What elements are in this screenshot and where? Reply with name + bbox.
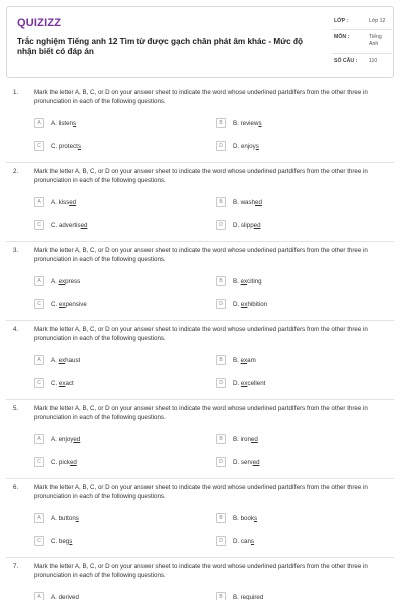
option-word-end: cellent: [247, 380, 266, 387]
option-label: D.: [233, 459, 241, 466]
option-d[interactable]: [233, 380, 265, 387]
option-b[interactable]: [233, 357, 256, 364]
underlined-part: s: [77, 143, 81, 150]
underlined-part: ed: [69, 459, 77, 466]
option-d[interactable]: [233, 301, 267, 308]
option-c-box[interactable]: C: [34, 220, 44, 230]
option-c[interactable]: [51, 143, 81, 150]
option-word-end: haust: [65, 357, 81, 364]
option-label: A.: [51, 278, 59, 285]
question-text: Mark the letter A, B, C, or D on your answer sheet to indicate the word whose underlined partdiffers from the other three in pronunciation in each of the following questions.: [34, 563, 368, 579]
option-label: C.: [51, 538, 59, 545]
option-label: D.: [233, 538, 241, 545]
question-text: Mark the letter A, B, C, or D on your answer sheet to indicate the word whose underlined partdiffers from the other three in pronunciation in each of the following questions.: [34, 326, 368, 342]
option-b[interactable]: [233, 120, 262, 127]
underlined-part: ex: [240, 301, 248, 308]
option-c-box[interactable]: C: [34, 536, 44, 546]
option-d-box[interactable]: D: [216, 536, 226, 546]
option-b-box[interactable]: B: [216, 197, 226, 207]
option-word-start: beg: [58, 538, 70, 545]
option-a[interactable]: [51, 357, 80, 364]
underlined-part: ed: [252, 459, 260, 466]
option-label: A.: [51, 594, 59, 600]
question-text: Mark the letter A, B, C, or D on your answer sheet to indicate the word whose underlined partdiffers from the other three in pronunciation in each of the following questions.: [34, 484, 368, 500]
underlined-part: s: [258, 120, 262, 127]
option-label: D.: [233, 301, 241, 308]
option-word-start: serv: [240, 459, 253, 466]
option-label: C.: [51, 301, 59, 308]
option-label: C.: [51, 222, 59, 229]
option-label: A.: [51, 120, 59, 127]
option-a[interactable]: [51, 199, 76, 206]
option-a[interactable]: [51, 436, 80, 443]
option-c[interactable]: [51, 301, 87, 308]
underlined-part: ed: [255, 199, 262, 206]
question-number: 2.: [13, 168, 19, 175]
option-word-start: review: [240, 120, 259, 127]
option-label: C.: [51, 143, 59, 150]
option-b[interactable]: [233, 199, 262, 206]
question-divider: [6, 320, 394, 321]
option-a-box[interactable]: A: [34, 513, 44, 523]
option-word-start: enjoy: [240, 143, 256, 150]
header-card: [6, 6, 394, 78]
option-word-end: am: [247, 357, 256, 364]
underlined-part: ed: [253, 222, 261, 229]
question-text: Mark the letter A, B, C, or D on your answer sheet to indicate the word whose underlined partdiffers from the other three in pronunciation in each of the following questions.: [34, 247, 368, 263]
option-word-start: requir: [240, 594, 257, 600]
quizizz-logo: QUIZIZZ: [17, 17, 62, 29]
option-b-box[interactable]: B: [216, 276, 226, 286]
underlined-part: ed: [69, 199, 77, 206]
underlined-part: s: [75, 515, 79, 522]
question-number: 3.: [13, 247, 19, 254]
option-word-start: pick: [58, 459, 70, 466]
option-a-box[interactable]: A: [34, 118, 44, 128]
option-label: B.: [233, 436, 241, 443]
option-word-start: deriv: [58, 594, 72, 600]
question-number: 6.: [13, 484, 19, 491]
option-a-box[interactable]: A: [34, 434, 44, 444]
underlined-part: ex: [58, 357, 66, 364]
option-a-box[interactable]: A: [34, 197, 44, 207]
underlined-part: ex: [58, 380, 66, 387]
option-word-start: iron: [240, 436, 251, 443]
underlined-part: s: [250, 538, 254, 545]
option-b[interactable]: [233, 278, 262, 285]
option-label: B.: [233, 594, 241, 600]
option-label: B.: [233, 120, 241, 127]
option-d-box[interactable]: D: [216, 220, 226, 230]
option-b-box[interactable]: B: [216, 355, 226, 365]
count-value: 110: [369, 58, 378, 64]
option-label: D.: [233, 222, 241, 229]
meta-divider: [332, 29, 392, 30]
option-a-box[interactable]: A: [34, 592, 44, 600]
question-number: 1.: [13, 89, 19, 96]
underlined-part: ex: [240, 357, 248, 364]
option-b[interactable]: [233, 436, 258, 443]
option-label: A.: [51, 515, 59, 522]
underlined-part: ex: [58, 278, 66, 285]
option-word-start: protect: [58, 143, 78, 150]
option-c[interactable]: [51, 380, 74, 387]
underlined-part: ex: [58, 301, 66, 308]
option-c-box[interactable]: C: [34, 378, 44, 388]
option-label: A.: [51, 357, 59, 364]
option-word-end: citing: [247, 278, 262, 285]
option-c-box[interactable]: C: [34, 299, 44, 309]
option-c[interactable]: [51, 222, 87, 229]
count-label: SỐ CÂU :: [334, 58, 358, 64]
option-a-box[interactable]: A: [34, 355, 44, 365]
option-b-box[interactable]: B: [216, 513, 226, 523]
underlined-part: ed: [256, 594, 264, 600]
option-d-box[interactable]: D: [216, 141, 226, 151]
option-a[interactable]: [51, 594, 79, 600]
underlined-part: s: [254, 515, 258, 522]
option-word-end: act: [65, 380, 74, 387]
option-d-box[interactable]: D: [216, 378, 226, 388]
option-d[interactable]: [233, 143, 259, 150]
option-a-box[interactable]: A: [34, 276, 44, 286]
option-word-start: kiss: [58, 199, 70, 206]
option-b[interactable]: [233, 515, 257, 522]
option-d[interactable]: [233, 538, 254, 545]
option-b-box[interactable]: B: [216, 118, 226, 128]
underlined-part: ex: [240, 380, 248, 387]
option-d[interactable]: [233, 222, 261, 229]
class-value: Lớp 12: [369, 18, 386, 24]
option-d-box[interactable]: D: [216, 299, 226, 309]
option-word-start: advertis: [58, 222, 81, 229]
underlined-part: ed: [250, 436, 258, 443]
question-number: 4.: [13, 326, 19, 333]
option-d-box[interactable]: D: [216, 457, 226, 467]
question-number: 7.: [13, 563, 19, 570]
option-label: B.: [233, 515, 241, 522]
option-a[interactable]: [51, 120, 76, 127]
class-label: LỚP :: [334, 18, 349, 24]
underlined-part: s: [255, 143, 259, 150]
option-b-box[interactable]: B: [216, 434, 226, 444]
option-word-start: slipp: [240, 222, 254, 229]
option-b-box[interactable]: B: [216, 592, 226, 600]
option-label: A.: [51, 436, 59, 443]
subject-value: Tiếng Anh: [369, 34, 382, 47]
question-divider: [6, 399, 394, 400]
subject-label: MÔN :: [334, 34, 350, 40]
question-text: Mark the letter A, B, C, or D on your answer sheet to indicate the word whose underlined partdiffers from the other three in pronunciation in each of the following questions.: [34, 89, 368, 105]
question-text: Mark the letter A, B, C, or D on your answer sheet to indicate the word whose underlined partdiffers from the other three in pronunciation in each of the following questions.: [34, 168, 368, 184]
worksheet-title: Trắc nghiệm Tiếng anh 12 Tìm từ được gạch chân phát âm khác - Mức độ nhận biết có đáp án: [17, 37, 303, 56]
option-d[interactable]: [233, 459, 260, 466]
option-word-start: book: [240, 515, 254, 522]
option-c-box[interactable]: C: [34, 141, 44, 151]
underlined-part: ed: [80, 222, 88, 229]
option-a[interactable]: [51, 278, 80, 285]
underlined-part: s: [73, 120, 77, 127]
option-label: B.: [233, 199, 241, 206]
option-label: A.: [51, 199, 59, 206]
option-word-start: wash: [240, 199, 256, 206]
option-c[interactable]: [51, 538, 72, 545]
question-divider: [6, 241, 394, 242]
option-word-start: can: [240, 538, 251, 545]
question-divider: [6, 478, 394, 479]
underlined-part: ex: [240, 278, 248, 285]
option-label: D.: [233, 143, 241, 150]
option-word-start: button: [58, 515, 76, 522]
underlined-part: s: [69, 538, 73, 545]
option-word-end: pensive: [65, 301, 87, 308]
option-label: B.: [233, 357, 241, 364]
question-number: 5.: [13, 405, 19, 412]
option-label: B.: [233, 278, 241, 285]
option-a[interactable]: [51, 515, 79, 522]
question-divider: [6, 557, 394, 558]
option-c-box[interactable]: C: [34, 457, 44, 467]
option-word-end: press: [65, 278, 81, 285]
question-divider: [6, 162, 394, 163]
option-word-start: enjoy: [58, 436, 74, 443]
underlined-part: ed: [73, 436, 81, 443]
underlined-part: ed: [72, 594, 79, 600]
option-b[interactable]: [233, 594, 263, 600]
option-word-start: listen: [58, 120, 74, 127]
option-c[interactable]: [51, 459, 77, 466]
question-text: Mark the letter A, B, C, or D on your answer sheet to indicate the word whose underlined partdiffers from the other three in pronunciation in each of the following questions.: [34, 405, 368, 421]
option-label: C.: [51, 459, 59, 466]
option-label: D.: [233, 380, 241, 387]
option-word-end: hibition: [247, 301, 268, 308]
meta-divider: [332, 53, 392, 54]
option-label: C.: [51, 380, 59, 387]
